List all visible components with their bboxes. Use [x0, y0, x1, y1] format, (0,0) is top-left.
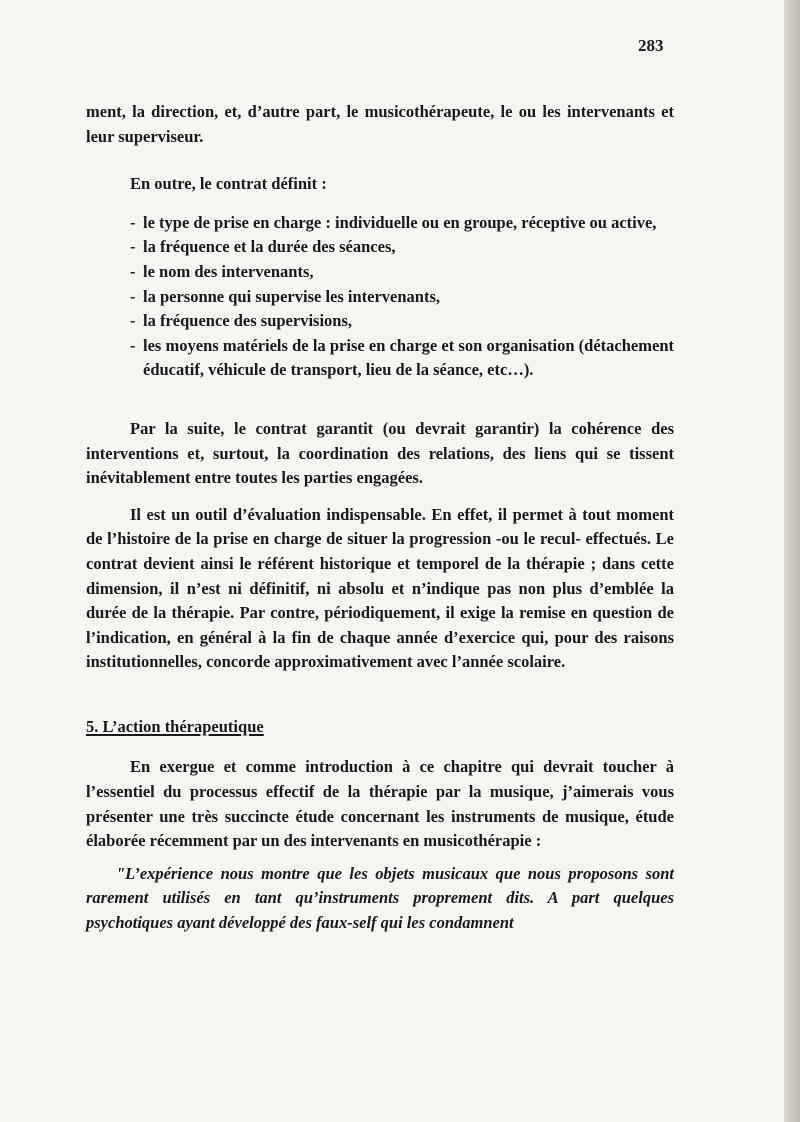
list-item: - la fréquence et la durée des séances,: [130, 237, 396, 257]
list-item: - les moyens matériels de la prise en charge et son organisation (détachement éducatif, véhicule de transport, lieu de la séance, etc…).: [130, 335, 674, 380]
contract-intro: En outre, le contrat définit :: [130, 174, 327, 194]
contract-items-list: [86, 211, 674, 383]
list-item: - la fréquence des supervisions,: [130, 311, 353, 331]
quote-block: "L’expérience nous montre que les objets musicaux que nous proposons sont rarement utilisés en tant qu’instruments proprement dits. A part quelques psychotiques ayant développé des faux-self qui les condamnent: [86, 863, 674, 933]
paragraph-coherence: Par la suite, le contrat garantit (ou devrait garantir) la cohérence des interventions et, surtout, la coordination des relations, des liens qui se tissent inévitablement entre toutes les parties engagées.: [86, 418, 674, 488]
list-item: - le type de prise en charge : individuelle ou en groupe, réceptive ou active,: [130, 212, 657, 232]
page-number: 283: [638, 36, 664, 55]
paragraph-introduction: En exergue et comme introduction à ce chapitre qui devrait toucher à l’essentiel du processus effectif de la thérapie par la musique, j’aimerais vous présenter une très succincte étude concernant les instruments de musique, étude élaborée récemment par un des intervenants en musicothérapie :: [86, 757, 674, 851]
page-body: [86, 100, 674, 936]
page-edge: [784, 0, 800, 1122]
paragraph-evaluation: Il est un outil d’évaluation indispensable. En effet, il permet à tout moment de l’histoire de la prise en charge de situer la progression -ou le recul- effectués. Le contrat devient ainsi le référent historique et temporel de la thérapie ; dans cette dimension, il n’est ni définitif, ni absolu et n’indique pas non plus d’emblée la durée de la thérapie. Par contre, périodiquement, il exige la remise en question de l’indication, en général à la fin de chaque année d’exercice qui, pour des raisons institutionnelles, concorde approximativement avec l’année scolaire.: [86, 504, 674, 672]
section-heading: 5. L’action thérapeutique: [86, 716, 264, 736]
paragraph-continuation: ment, la direction, et, d’autre part, le musicothérapeute, le ou les intervenants et leur superviseur.: [86, 102, 674, 146]
list-item: - la personne qui supervise les intervenants,: [130, 286, 441, 306]
list-item: - le nom des intervenants,: [130, 261, 314, 281]
